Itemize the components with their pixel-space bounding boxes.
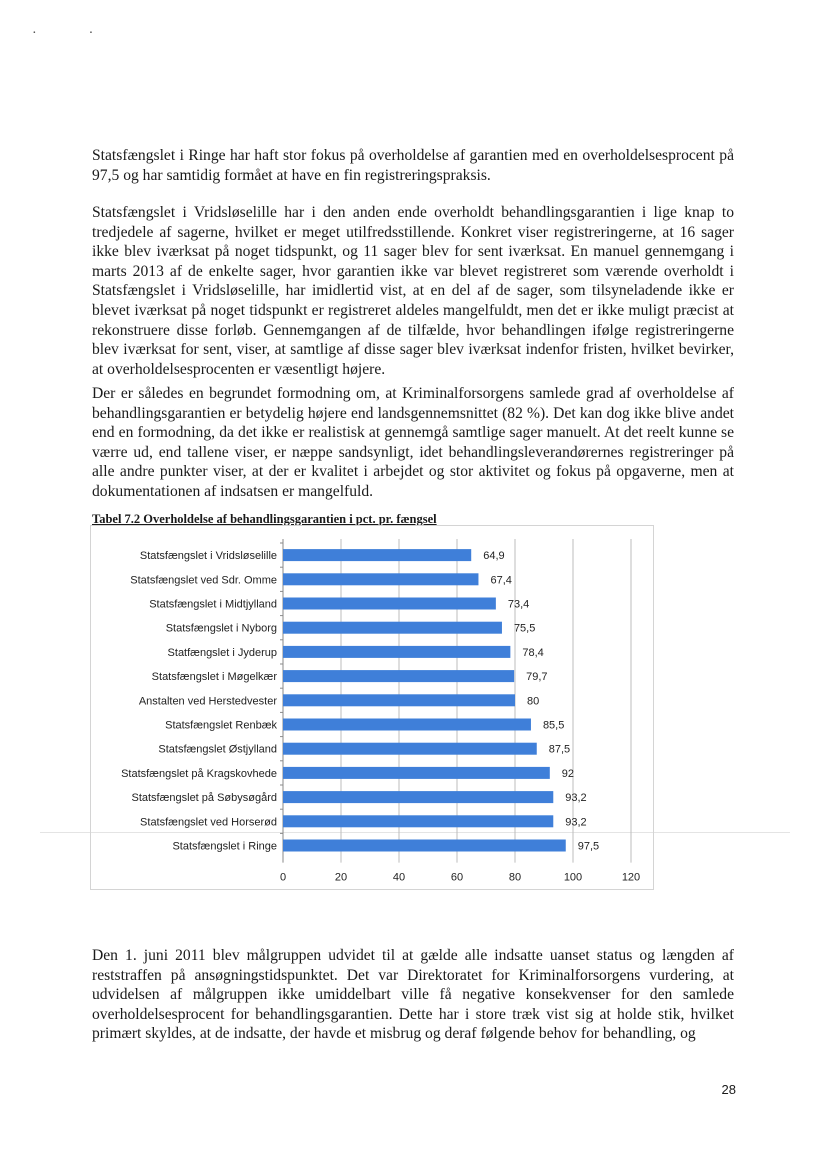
scan-marks: ·· [32,26,146,41]
x-tick-label: 20 [334,871,348,884]
data-label: 92 [561,767,575,780]
data-label: 75,5 [513,622,536,635]
bar [283,670,514,682]
category-label: Statsfængslet i Midtjylland [149,598,277,611]
table-caption: Tabel 7.2 Overholdelse af behandlingsgarantien i pct. pr. fængsel [92,512,437,526]
x-tick-label: 40 [392,871,406,884]
x-tick-label: 120 [621,871,641,884]
category-label: Statsfængslet ved Sdr. Omme [130,574,277,587]
bar [283,549,471,561]
bar [283,694,515,706]
category-label: Statsfængslet i Nyborg [165,622,277,635]
bar [283,573,478,585]
category-label: Statsfængslet Østjylland [158,743,277,756]
category-label: Anstalten ved Herstedvester [138,695,277,708]
data-label: 85,5 [542,719,565,732]
bar [283,598,496,610]
data-label: 73,4 [507,598,530,611]
x-tick-label: 80 [508,871,522,884]
category-label: Statsfængslet på Søbysøgård [131,792,277,805]
bar [283,815,553,827]
bar [283,719,531,731]
bar [283,646,510,658]
category-label: Statsfængslet på Kragskovhede [121,767,277,780]
category-label: Statfængslet i Jyderup [167,646,277,659]
bar [283,791,553,803]
data-label: 78,4 [522,646,544,659]
data-label: 64,9 [483,550,505,563]
bar [283,840,566,852]
x-tick-label: 60 [450,871,464,884]
x-tick-label: 0 [279,871,287,884]
paragraph-formodning: Der er således en begrundet formodning om, at Kriminalforsorgens samlede grad af overholdelse af behandlingsgarantien er betydelig højere end landsgennemsnittet (82 %). Det kan dog ikke blive andet end en formodning, da det ikke er realistisk at gennemgå samtlige sager manuelt. At det reelt kunne se værre ud, end tallene viser, er næppe sandsynligt, idet behandlingsleverandørernes registreringer på alle andre punkter viser, at der er kvalitet i arbejdet og stor aktivitet og fokus på opgaverne, men at dokumentationen af indsatsen er mangelfuld. [92,385,734,500]
category-label: Statsfængslet ved Horserød [140,816,277,829]
data-label: 80 [527,695,540,708]
paragraph-vridsloselille: Statsfængslet i Vridsløselille har i den anden ende overholdt behandlingsgarantien i lige knap to tredjedele af sagerne, hvilket er meget utilfredsstillende. Konkret viser registreringerne, at 16 sager ikke blev iværksat på noget tidspunkt, og 11 sager blev for sent iværksat. En manuel gennemgang i marts 2013 af de enkelte sager, hvor garantien ikke var blevet registreret som værende overholdt i Statsfængslet i Vridsløselille, har imidlertid vist, at en del af de sager, som tilsyneladende ikke er blevet iværksat på noget tidspunkt er registreret aldeles mangelfuldt, men det er ikke muligt præcist at rekonstruere disse forløb. Gennemgangen af de tilfælde, hvor behandlingen ifølge registreringerne blev iværksat for sent, viser, at samtlige af disse sager blev iværksat indenfor fristen, hvilket bevirker, at overholdelsesprocenten er væsentligt højere. [92,204,734,378]
data-label: 93,2 [565,816,587,829]
category-label: Statsfængslet i Ringe [172,840,277,853]
bar [283,767,550,779]
x-tick-label: 100 [563,871,583,884]
category-label: Statsfængslet i Møgelkær [151,671,277,684]
data-label: 79,7 [526,671,548,684]
data-label: 67,4 [490,574,512,587]
category-label: Statsfængslet i Vridsløselille [139,550,277,563]
category-label: Statsfængslet Renbæk [165,719,277,732]
bar [283,743,537,755]
data-label: 87,5 [548,743,571,756]
paragraph-maalgruppe: Den 1. juni 2011 blev målgruppen udvidet til at gælde alle indsatte uanset status og længden af reststraffen på ansøgningstidspunktet. Det var Direktoratet for Kriminalforsorgens vurdering, at udvidelsen af målgruppen ikke umiddelbart ville få negative konsekvenser for den samlede overholdelsesprocent for behandlingsgarantien. Dette har i store træk vist sig at holde stik, hvilket primært skyldes, at de indsatte, der havde et misbrug og deraf følgende behov for behandling, og [92,947,734,1043]
page-number: 28 [721,1082,736,1097]
bar [283,622,502,634]
paragraph-ringe: Statsfængslet i Ringe har haft stor fokus på overholdelse af garantien med en overholdelsesprocent på 97,5 og har samtidig formået at have en fin registreringspraksis. [92,147,734,184]
data-label: 97,5 [577,840,600,853]
data-label: 93,2 [565,792,587,805]
